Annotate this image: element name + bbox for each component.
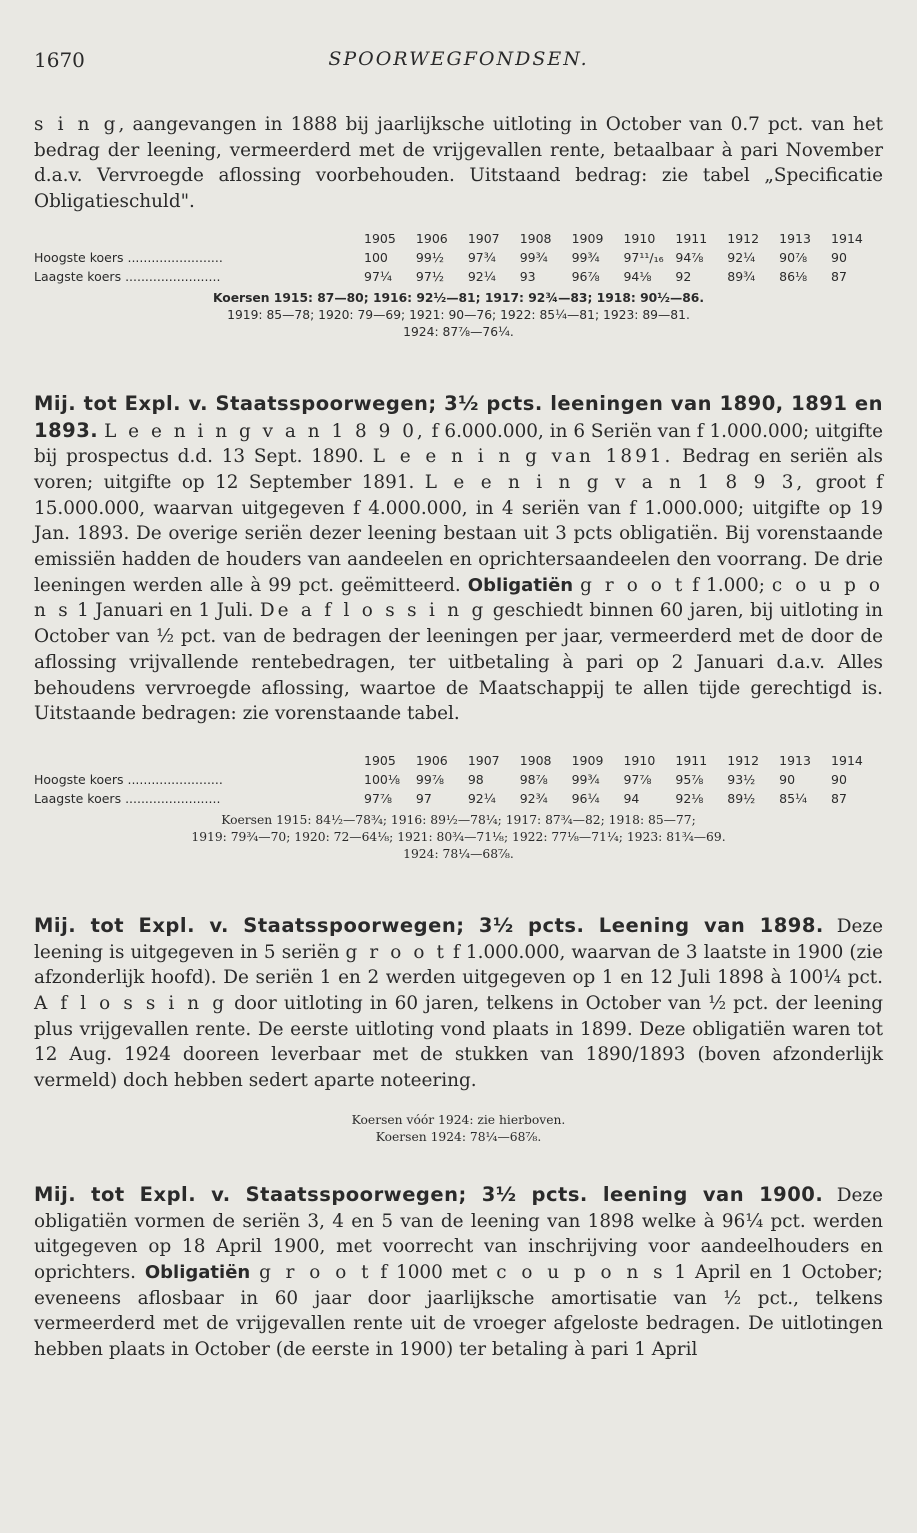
table-cell: 98 [467,771,484,787]
table-cell: 94 [623,790,640,806]
table-cell: 100⅛ [364,771,401,787]
table-cell: 96⅞ [571,268,600,284]
table-cell: 92¼ [727,249,756,265]
table-cell: 89¾ [727,268,756,284]
page-number: 1670 [34,48,85,72]
table-cell: 100 [364,249,388,265]
table-cell: 87 [831,268,847,284]
koersen-note: Koersen 1915: 87—80; 1916: 92½—81; 1917: 92¾—83; 1918: 90½—86. [212,290,705,305]
year-cell: 1906 [415,230,448,246]
running-title: SPOORWEGFONDSEN. [328,48,589,70]
table-cell: 87 [831,790,847,806]
table-row [34,789,883,808]
koersen-note: Koersen 1915: 84½—78¾; 1916: 89½—78¼; 1917: 87¾—82; 1918: 85—77; [221,812,696,827]
year-cell: 1914 [831,752,863,768]
year-cell: 1907 [467,230,500,246]
table-cell: 99¾ [571,771,600,787]
year-cell: 1907 [467,752,500,768]
year-cell: 1912 [727,752,760,768]
section-2-title: Mij. tot Expl. v. Staatsspoorwegen; 3½ pcts. Leening van 1898. [34,913,824,937]
table-cell: 85¼ [779,790,808,806]
table-cell: 99¾ [571,249,600,265]
table-cell: 97¾ [467,249,496,265]
koersen-note: 1924: 78¼—68⅞. [403,846,514,861]
intro-paragraph: s i n g, aangevangen in 1888 bij jaarlijksche uitloting in October van 0.7 pct. van het bedrag der leening, vermeerderd met de vrijgevallen rente, betaalbaar à pari November d.a.v. Vervroegde aflossing voorbehouden. Uitstaand bedrag: zie tabel „Specificatie Obligatieschuld". [34,114,883,213]
row-label: Hoogste koers ........................ [34,249,223,265]
table-cell: 92 [675,268,692,284]
koersen-note: Koersen 1924: 78¼—68⅞. [375,1129,542,1144]
year-cell: 1914 [831,230,863,246]
table-cell: 93 [519,268,536,284]
section-1-title: Mij. tot Expl. v. Staatsspoorwegen; 3½ pcts. leeningen van 1890, 1891 en 1893. [34,391,883,442]
table-cell: 97⅞ [623,771,652,787]
table-cell: 97¼ [364,268,393,284]
table-row [34,267,883,286]
table-cell: 92⅛ [675,790,704,806]
section-2-paragraph: Mij. tot Expl. v. Staatsspoorwegen; 3½ pcts. Leening van 1898. Deze leening is uitgegeven in 5 seriën g r o o t f 1.000.000, waarvan de 3 laatste in 1900 (zie afzonderlijk hoofd). De seriën 1 en 2 werden uitgegeven op 1 en 12 Juli 1898 à 100¼ pct. A f l o s s i n g door uitloting in 60 jaren, telkens in October van ½ pct. der leening plus vrijgevallen rente. De eerste uitloting vond plaats in 1899. Deze obligatiën waren tot 12 Aug. 1924 dooreen leverbaar met de stukken van 1890/1893 (boven afzonderlijk vermeld) doch hebben sedert aparte noteering. [34,913,884,1092]
year-cell: 1911 [675,752,708,768]
page-header [34,48,883,78]
year-cell: 1911 [675,230,708,246]
year-cell: 1908 [519,752,552,768]
koersen-note: Koersen vóór 1924: zie hierboven. [351,1112,566,1127]
section-3-title: Mij. tot Expl. v. Staatsspoorwegen; 3½ pcts. leening van 1900. [34,1182,824,1206]
table-cell: 86⅛ [779,268,808,284]
year-cell: 1906 [415,752,448,768]
table-cell: 89½ [727,790,756,806]
table-cell: 99⅞ [415,771,444,787]
section-1-paragraph: Mij. tot Expl. v. Staatsspoorwegen; 3½ pcts. leeningen van 1890, 1891 en 1893. L e e n i n g v a n 1 8 9 0, f 6.000.000, in 6 Seriën van f 1.000.000; uitgifte bij prospectus d.d. 13 Sept. 1890. L e e n i n g van 1891. Bedrag en seriën als voren; uitgifte op 12 September 1891. L e e n i n g v a n 1 8 9 3, groot f 15.000.000, waarvan uitgegeven f 4.000.000, in 4 seriën van f 1.000.000; uitgifte op 19 Jan. 1893. De overige seriën dezer leening bestaan uit 3 pcts obligatiën. Bij vorenstaande emissiën hadden de houders van aandeelen en oprichtersaandeelen den voorrang. De drie leeningen werden alle à 99 pct. geëmitteerd. Obligatiën g r o o t f 1.000; c o u p o n s 1 Januari en 1 Juli. De a f l o s s i n g geschiedt binnen 60 jaren, bij uitloting in October van ½ pct. van de bedragen der leeningen per jaar, vermeerderd met de door de aflossing vrijvallende rentebedragen, ter uitbetaling à pari op 2 Januari d.a.v. Alles behoudens vervroegde aflossing, waartoe de Maatschappij te allen tijde gerechtigd is. Uitstaande bedragen: zie vorenstaande tabel. [34,391,883,725]
year-cell: 1909 [571,752,604,768]
section-3-paragraph: Mij. tot Expl. v. Staatsspoorwegen; 3½ pcts. leening van 1900. Deze obligatiën vormen de seriën 3, 4 en 5 van de leening van 1898 welke à 96¼ pct. werden uitgegeven op 18 April 1900, met voorrecht van inschrijving voor aandeelhouders en oprichters. Obligatiën g r o o t f 1000 met c o u p o n s 1 April en 1 October; eveneens aflosbaar in 60 jaar door jaarlijksche amortisatie van ½ pct., telkens vermeerderd met de vrijgevallen rente uit de vroeger afgeloste bedragen. De uitlotingen hebben plaats in October (de eerste in 1900) ter betaling à pari 1 April [34,1182,883,1361]
table-cell: 97½ [415,268,444,284]
table-row [34,248,883,267]
table-cell: 90⅞ [779,249,808,265]
year-cell: 1905 [364,752,396,768]
year-cell: 1908 [519,230,552,246]
table-cell: 92¼ [467,790,496,806]
table-cell: 93½ [727,771,756,787]
table-cell: 97¹¹/₁₆ [623,249,664,265]
table-cell: 96¼ [571,790,600,806]
table-cell: 99½ [415,249,444,265]
year-cell: 1909 [571,230,604,246]
koers-table-2 [34,751,883,808]
year-cell: 1910 [623,752,656,768]
row-label: Laagste koers ........................ [34,790,221,806]
table-cell: 94⅞ [675,249,704,265]
year-cell: 1905 [364,230,396,246]
koersen-note: 1919: 85—78; 1920: 79—69; 1921: 90—76; 1922: 85¼—81; 1923: 89—81. [227,307,690,322]
table-cell: 92¾ [519,790,548,806]
table-cell: 90 [831,249,847,265]
year-cell: 1912 [727,230,760,246]
page-body [34,112,883,1363]
table-row [34,770,883,789]
table-cell: 94⅛ [623,268,652,284]
koers-table-1 [34,229,883,286]
year-cell: 1913 [779,752,811,768]
year-cell: 1913 [779,230,811,246]
table-year-row [34,229,883,248]
table-cell: 97⅞ [364,790,393,806]
year-cell: 1910 [623,230,656,246]
table-cell: 90 [831,771,847,787]
table-cell: 95⅞ [675,771,704,787]
table-cell: 99¾ [519,249,548,265]
table-cell: 97 [415,790,432,806]
row-label: Hoogste koers ........................ [34,771,223,787]
table-cell: 98⅞ [519,771,548,787]
table-cell: 92¼ [467,268,496,284]
row-label: Laagste koers ........................ [34,268,221,284]
table-cell: 90 [779,771,796,787]
table-year-row [34,751,883,770]
koersen-note: 1924: 87⅞—76¼. [403,324,514,339]
koersen-note: 1919: 79¾—70; 1920: 72—64⅛; 1921: 80¾—71⅛; 1922: 77⅛—71¼; 1923: 81¾—69. [191,829,726,844]
